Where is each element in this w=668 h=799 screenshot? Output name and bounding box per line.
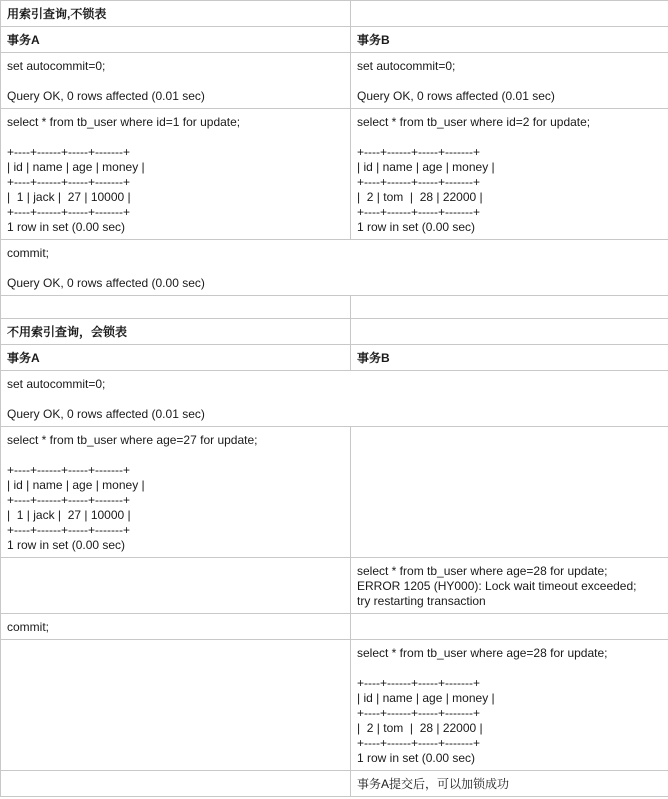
empty-cell [351,296,668,319]
column-header-a: 事务A [1,345,351,371]
spacer-row [1,296,668,319]
empty-cell [1,771,351,797]
empty-cell [351,1,668,27]
empty-cell [351,614,668,640]
cell-transaction-b: select * from tb_user where age=28 for update; ERROR 1205 (HY000): Lock wait timeout exceeded; try restarting transaction [351,558,668,614]
column-header-row [1,345,668,371]
table-row [1,640,668,771]
cell-transaction-b: select * from tb_user where age=28 for update; +----+------+-----+-------+ | id | name | age | money | +----+------+-----+-------+ | 2 | tom | 28 | 22000 | +----+------+-----+-------+ 1 row in set (0.00 sec) [351,640,668,771]
cell-transaction-a: commit; [1,614,351,640]
table-row [1,427,668,558]
empty-cell [1,640,351,771]
table-row [1,240,668,296]
table-row [1,53,668,109]
cell-transaction-b: set autocommit=0; Query OK, 0 rows affected (0.01 sec) [351,53,668,109]
table-row [1,614,668,640]
cell-transaction-a: set autocommit=0; Query OK, 0 rows affected (0.01 sec) [1,53,351,109]
empty-cell [351,427,668,558]
empty-cell [1,296,351,319]
table-row [1,771,668,797]
section-title: 不用索引查询，会锁表 [1,319,351,345]
empty-cell [1,558,351,614]
column-header-a: 事务A [1,27,351,53]
empty-cell [351,319,668,345]
cell-transaction-a: select * from tb_user where age=27 for update; +----+------+-----+-------+ | id | name | age | money | +----+------+-----+-------+ | 1 | jack | 27 | 10000 | +----+------+-----+-------+ 1 row in set (0.00 sec) [1,427,351,558]
table-row [1,558,668,614]
cell-transaction-a: select * from tb_user where id=1 for update; +----+------+-----+-------+ | id | name | age | money | +----+------+-----+-------+ | 1 | jack | 27 | 10000 | +----+------+-----+-------+ 1 row in set (0.00 sec) [1,109,351,240]
cell-transaction-b: select * from tb_user where id=2 for update; +----+------+-----+-------+ | id | name | age | money | +----+------+-----+-------+ | 2 | tom | 28 | 22000 | +----+------+-----+-------+ 1 row in set (0.00 sec) [351,109,668,240]
column-header-b: 事务B [351,345,668,371]
section-title: 用索引查询,不锁表 [1,1,351,27]
table-row [1,371,668,427]
column-header-b: 事务B [351,27,668,53]
cell-merged: set autocommit=0; Query OK, 0 rows affected (0.01 sec) [1,371,668,427]
section-title-row [1,1,668,27]
column-header-row [1,27,668,53]
section-title-row [1,319,668,345]
table-row [1,109,668,240]
cell-transaction-b: 事务A提交后，可以加锁成功 [351,771,668,797]
cell-merged: commit; Query OK, 0 rows affected (0.00 sec) [1,240,668,296]
